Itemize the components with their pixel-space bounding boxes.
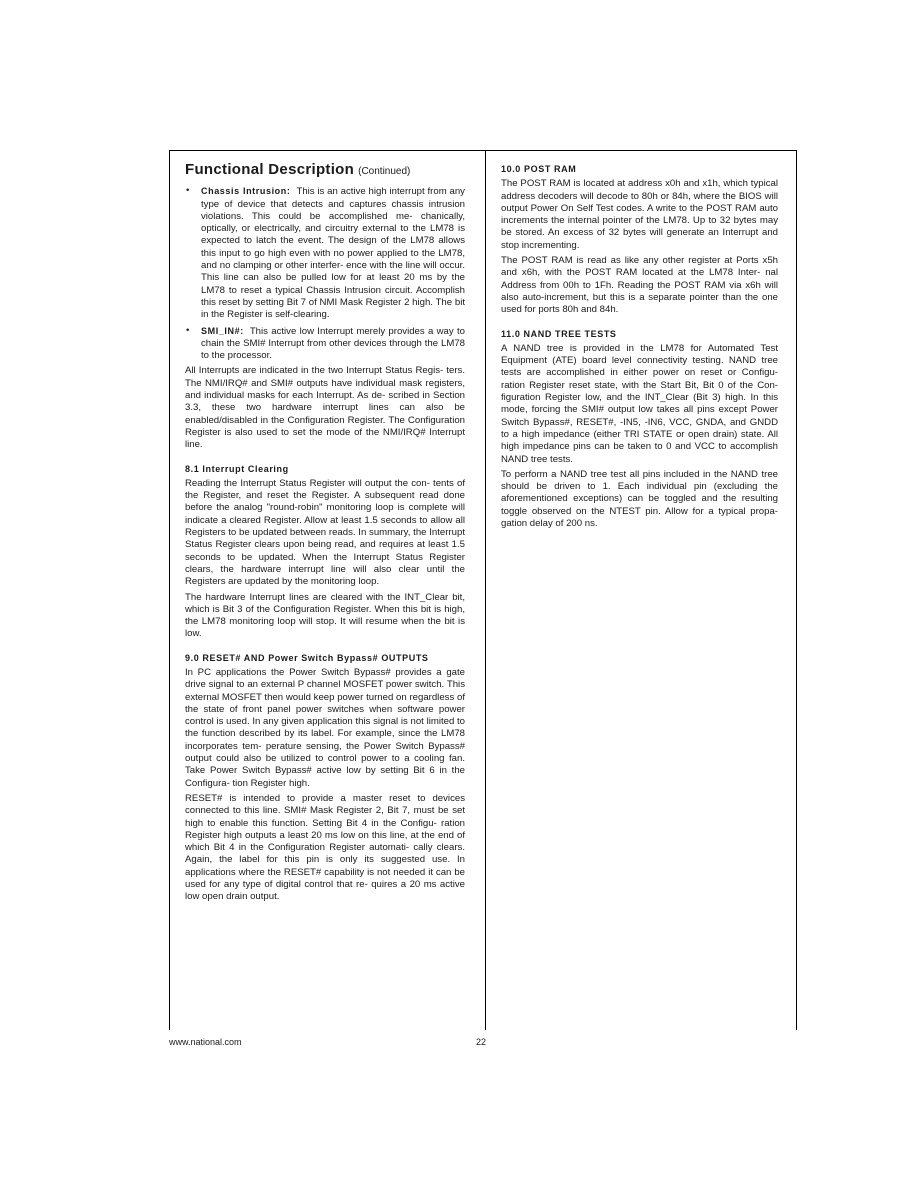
paragraph-8-1-a: Reading the Interrupt Status Register will output the con- tents of the Register, and reset the Register. A subsequent read done before the analog "round-robin" monitoring loop is complete will indicate a cleared Register. Allow at least 1.5 seconds to allow all Registers to be updated between reads. In summary, the Interrupt Status Register clears upon being read, and requires at least 1.5 seconds to be updated. When the Interrupt Status Register clears, the hardware interrupt line will also clear until the Registers are updated by the monitoring loop. — [185, 477, 465, 588]
frame-top-rule — [169, 150, 797, 151]
footer-page-number: 22 — [476, 1037, 487, 1047]
paragraph-10-0-b: The POST RAM is read as like any other register at Ports x5h and x6h, with the POST RAM located at the LM78 Inter- nal Address from 00h to 1Fh. Reading the POST RAM via x6h will also auto-increment, but this is a separate pointer than the one used for ports 80h and 84h. — [501, 255, 778, 316]
bullet-chassis-text: This is an active high interrupt from any type of device that detects and captures chassis intrusion violations. This could be accomplished me- chanically, optically, or electrically, and circuitry external to the LM78 is expected to latch the event. The design of the LM78 allows this input to go high even with no power applied to the LM78, and no clamping or other interfer- ence with the line will occur. This line can also be pulled low for at least 20 ms by the LM78 to reset a typical Chassis Intrusion circuit. Accomplish this reset by setting Bit 7 of NMI Mask Register 2 high. The bit in the Register is self-clearing. — [201, 186, 465, 321]
paragraph-9-0-a: In PC applications the Power Switch Bypass# provides a gate drive signal to an external P channel MOSFET power switch. This external MOSFET then would keep power turned on regardless of the state of front panel power switches when software power control is used. In any given application this signal is not limited to the function described by its label. For example, since the LM78 incorporates tem- perature sensing, the Power Switch Bypass# output could also be utilized to control power to a cooling fan. Take Power Switch Bypass# active low by setting Bit 6 in the Configura- tion Register high. — [185, 666, 465, 789]
right-column — [501, 160, 778, 533]
heading-10-0: 10.0 POST RAM — [501, 164, 577, 174]
frame-left-rule — [169, 150, 170, 1030]
frame-right-rule — [796, 150, 797, 1030]
column-divider — [485, 150, 486, 1030]
section-title — [185, 161, 465, 178]
paragraph-8-1-b: The hardware Interrupt lines are cleared with the INT_Clear bit, which is Bit 3 of the Configuration Register. When this bit is high, the LM78 monitoring loop will stop. It will resume when the bit is low. — [185, 591, 465, 640]
bullet-chassis-lead: Chassis Intrusion: — [201, 186, 291, 197]
bullet-smi-lead: SMI_IN#: — [201, 325, 244, 336]
footer-website-link[interactable]: www.national.com — [169, 1037, 242, 1047]
bullet-dot: • — [186, 185, 190, 197]
heading-8-1: 8.1 Interrupt Clearing — [185, 463, 289, 474]
left-column — [185, 160, 465, 907]
continued-label: (Continued) — [358, 166, 411, 177]
section-title-text: Functional Description — [185, 161, 355, 178]
paragraph-10-0-a: The POST RAM is located at address x0h and x1h, which typical address decoders will decode to 80h or 84h, where the BIOS will output Power On Self Test codes. A write to the POST RAM auto increments the internal pointer of the LM78. Up to 32 bytes may be stored. An excess of 32 bytes will generate an Interrupt and stop incrementing. — [501, 178, 778, 251]
bullet-smi-in — [185, 325, 465, 363]
heading-11-0: 11.0 NAND TREE TESTS — [501, 328, 617, 339]
paragraph-11-0-a: A NAND tree is provided in the LM78 for Automated Test Equipment (ATE) board level connectivity testing. NAND tree tests are accomplished in either power on reset or Configu- ration Register reset state, with the Start Bit, Bit 0 of the Con- figuration Register low, and the INT_Clear (Bit 3) high. In this mode, forcing the SMI# output low takes all pins except Power Switch Bypass#, RESET#, -IN5, -IN6, VCC, GNDA, and GNDD to a high impedance (either TRI STATE or open drain) state. All high impedance pins can be taken to 0 and VCC to accomplish NAND tree tests. — [501, 342, 778, 465]
bullet-chassis-intrusion — [185, 185, 465, 321]
heading-9-0: 9.0 RESET# AND Power Switch Bypass# OUTPUTS — [185, 652, 429, 663]
bullet-dot: • — [186, 324, 190, 336]
paragraph-9-0-b: RESET# is intended to provide a master reset to devices connected to this line. SMI# Mask Register 2, Bit 7, must be set high to enable this function. Setting Bit 4 in the Configu- ration Register high outputs a least 20 ms low on this line, at the end of which Bit 4 in the Configuration Register automati- cally clears. Again, the label for this pin is only its suggested use. In applications where the RESET# capability is not needed it can be used for any type of digital control that re- quires a 20 ms active low open drain output. — [185, 792, 465, 903]
bullet-smi-text: This active low Interrupt merely provides a way to chain the SMI# Interrupt from other devices through the LM78 to the processor. — [201, 325, 465, 362]
paragraph-11-0-b: To perform a NAND tree test all pins included in the NAND tree should be driven to 1. Each individual pin (excluding the aforementioned exceptions) can be toggled and the resulting toggle observed on the NTEST pin. Allow for a typical propa- gation delay of 200 ns. — [501, 468, 778, 530]
paragraph-interrupts: All Interrupts are indicated in the two Interrupt Status Regis- ters. The NMI/IRQ# and SMI# outputs have individual mask registers, and individual masks for each Interrupt. As de- scribed in Section 3.3, these two hardware interrupt lines can also be enabled/disabled in the Configuration Register. The Configuration Register is also used to set the mode of the NMI/IRQ# Interrupt line. — [185, 365, 465, 451]
